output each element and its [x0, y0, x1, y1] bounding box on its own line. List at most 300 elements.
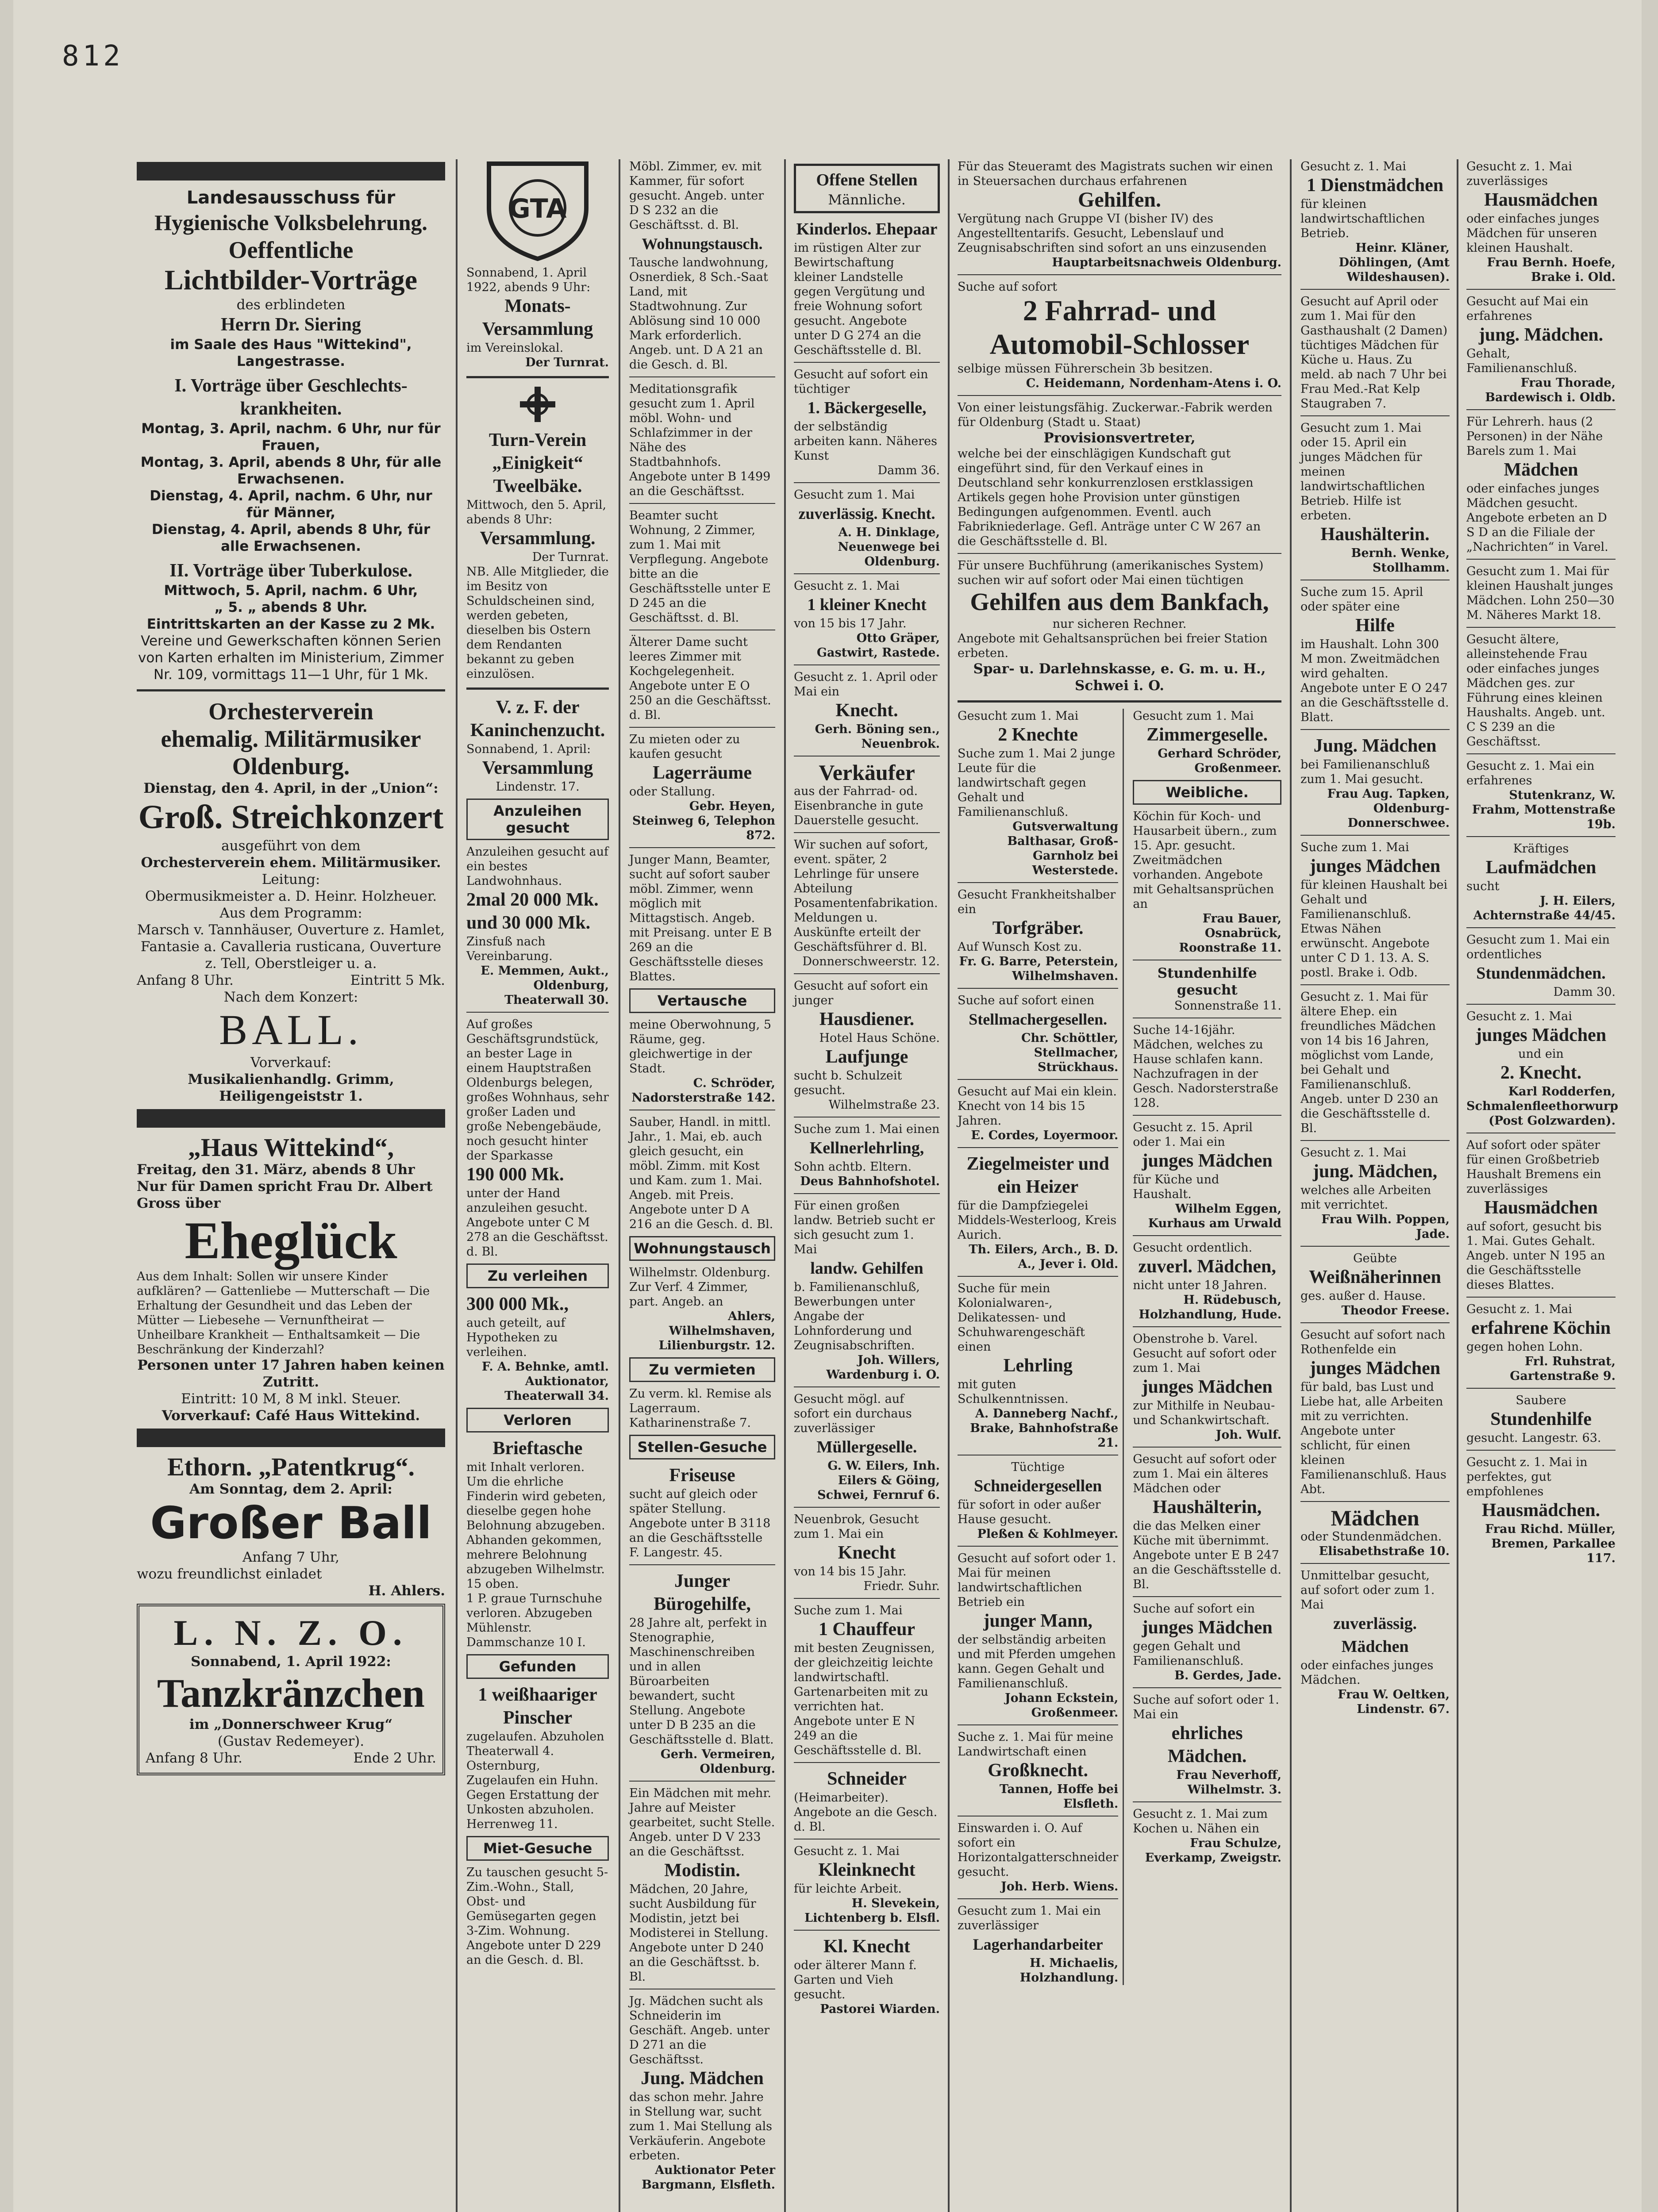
- ad-text: Gesucht z. 1. Mai in perfektes, gut empfohlenes: [1466, 1455, 1588, 1498]
- column-divider: [1290, 159, 1292, 2212]
- ad-text: meine Oberwohnung, 5 Räume, geg. gleichwertige in der Stadt.: [629, 1018, 772, 1075]
- lnzo-title: L. N. Z. O.: [173, 1613, 408, 1653]
- gta-headline: Monats-Versammlung: [482, 296, 593, 339]
- ad-text: Zu mieten oder zu kaufen gesucht: [629, 733, 740, 761]
- ad-text: selbige müssen Führerschein 3b besitzen.: [958, 362, 1213, 376]
- rule: [1133, 1687, 1281, 1688]
- ad-sign: Frau Wilh. Poppen, Jade.: [1321, 1213, 1450, 1241]
- ad-sign: Spar- u. Darlehnskasse, e. G. m. u. H., Schwei i. O.: [973, 661, 1266, 694]
- rule: [1300, 289, 1450, 290]
- turn-date: Mittwoch, den 5. April, abends 8 Uhr:: [466, 498, 607, 526]
- patentkrug-ad: [137, 1453, 445, 1599]
- ad-text: Gesucht zum 1. Mai: [958, 709, 1079, 723]
- ad-headline: Kinderlos. Ehepaar: [796, 220, 938, 238]
- ad-text: nur sicheren Rechner.: [1052, 617, 1187, 631]
- ad-text: Gesucht zum 1. Mai: [794, 488, 915, 502]
- rule: [794, 1762, 940, 1763]
- ad-text: gegen hohen Lohn.: [1466, 1340, 1583, 1354]
- hyg-line6: „ 5. „ abends 8 Uhr.: [214, 599, 368, 615]
- ad-text: gesucht. Langestr. 63.: [1466, 1431, 1601, 1445]
- ad-text: Für unsere Buchführung (amerikanisches System) suchen wir auf sofort oder Mai einen tüchtigen: [958, 559, 1264, 587]
- ad-text: Suche z. 1. Mai für meine Landwirtschaft einen: [958, 1730, 1114, 1759]
- ad-text: für kleinen Haushalt bei Gehalt und Familienanschluß. Etwas Nähen erwünscht. Angebote unter C D 1. 13. A. S. postl. Brake i. Odb.: [1300, 878, 1448, 979]
- ad-text: (Heimarbeiter). Angebote an die Gesch. d. Bl.: [794, 1791, 938, 1834]
- section-offene-stellen: [794, 164, 940, 213]
- ad-text: oder Stundenmädchen.: [1300, 1530, 1442, 1544]
- rule: [1466, 409, 1616, 410]
- ad-text: Meditationsgrafik gesucht zum 1. April möbl. Wohn- und Schlafzimmer in der Nähe des Stadtbahnhofs. Angebote unter B 1499 an die Geschäftsst.: [629, 382, 771, 498]
- ad-headline: Ziegelmeister und ein Heizer: [966, 1154, 1109, 1197]
- orch-headline: Groß. Streichkonzert: [138, 799, 444, 836]
- rule: [958, 1546, 1118, 1547]
- verl2-headline: Brieftasche: [492, 1438, 583, 1459]
- ad-headline: Hausdiener.: [819, 1009, 915, 1029]
- ad-text: Gesucht Frankheitshalber ein: [958, 888, 1116, 916]
- ad-sign: Frau Thorade, Bardewisch i. Oldb.: [1485, 376, 1616, 404]
- ad-text: der selbständig arbeiten kann. Näheres Kunst: [794, 420, 937, 463]
- ad-sign: Johann Eckstein, Großenmeer.: [1004, 1691, 1119, 1720]
- eth-title: Ethorn. „Patentkrug“.: [167, 1452, 415, 1481]
- ad-sign: C. Heidemann, Nordenham-Atens i. O.: [1026, 376, 1281, 390]
- orch-pre: Vorverkauf:: [250, 1055, 331, 1071]
- eth-sign: H. Ahlers.: [368, 1583, 445, 1599]
- rule: [1133, 1596, 1281, 1597]
- verl2-text3: 1 P. graue Turnschuhe verloren. Abzugeben Mühlenstr. Dammschanze 10 I.: [466, 1592, 602, 1649]
- ad-text: oder einfaches junges Mädchen gesucht. Angebote erbeten an D S D an die Filiale der „Nachrichten“ in Varel.: [1466, 482, 1608, 554]
- ad-text: Angebote mit Gehaltsansprüchen bei freier Station erbeten.: [958, 632, 1268, 660]
- ad-headline: Zimmergeselle.: [1146, 725, 1268, 745]
- rule: [794, 832, 940, 833]
- ad-text: Einswarden i. O. Auf sofort ein Horizontalgatterschneider gesucht.: [958, 1821, 1119, 1879]
- ad-text: Suche 14-16jähr. Mädchen, welches zu Hause schlafen kann. Nachzufragen in der Gesch. Nadorsterstraße 128.: [1133, 1023, 1278, 1110]
- ad-sign: H. Michaelis, Holzhandlung.: [1019, 1956, 1119, 1985]
- ad-sign: Gebr. Heyen, Steinweg 6, Telephon 872.: [632, 799, 775, 842]
- ad-sign: H. Rüdebusch, Holzhandlung, Hude.: [1139, 1293, 1281, 1321]
- ad-text: Sauber, Handl. in mittl. Jahr., 1. Mai, eb. auch gleich gesucht, ein möbl. Zimm. mit Kost und Kam. zum 1. Mai. Angeb. mit Preis. Angebote unter D A 216 an die Gesch. d. Bl.: [629, 1115, 773, 1231]
- anl-amount2: 190 000 Mk.: [466, 1164, 564, 1185]
- ad-text: Jg. Mädchen sucht als Schneiderin im Geschäft. Angeb. unter D 271 an die Geschäftsst.: [629, 1994, 770, 2066]
- rule: [958, 1079, 1118, 1080]
- ad-text: Gesucht z. 1. Mai ein erfahrenes: [1466, 759, 1595, 787]
- ad-text: Gesucht zum 1. Mai ein ordentliches: [1466, 933, 1610, 961]
- ad-headline: ehrliches Mädchen.: [1167, 1723, 1247, 1767]
- verl-amount: 300 000 Mk.,: [466, 1294, 569, 1314]
- ad-headline: Wohnungstausch.: [642, 235, 763, 253]
- orch-lead: Leitung:: [262, 872, 320, 887]
- ad-text: nicht unter 18 Jahren.: [1133, 1279, 1267, 1292]
- rule: [1300, 1246, 1450, 1247]
- rule: [958, 1898, 1118, 1899]
- rule: [1133, 1326, 1281, 1327]
- ad-headline: 1 Chauffeur: [818, 1619, 916, 1640]
- hyg-head2: Lichtbilder-Vorträge: [164, 264, 418, 296]
- anl-sign: E. Memmen, Aukt., Oldenburg, Theaterwall 30.: [481, 964, 609, 1007]
- rule: [629, 503, 775, 504]
- ad-headline: Schneider: [827, 1769, 907, 1789]
- ad-headline: Stellmachergesellen.: [969, 1010, 1108, 1028]
- ad-headline: Gehilfen.: [1078, 188, 1161, 211]
- rule: [1466, 927, 1616, 928]
- lnzo-date: Sonnabend, 1. April 1922:: [191, 1654, 391, 1670]
- ad-sign: A. H. Dinklage, Neuenwege bei Oldenburg.: [838, 526, 940, 568]
- ad-sign: H. Slevekein, Lichtenberg b. Elsfl.: [804, 1897, 940, 1925]
- col5-left: [958, 709, 1124, 1985]
- ad-separator-bar: [137, 1429, 445, 1447]
- ad-sign: Chr. Schöttler, Stellmacher, Strückhaus.: [1021, 1031, 1119, 1074]
- ad-text: Sohn achtb. Eltern.: [794, 1160, 912, 1174]
- rule: [1300, 1322, 1450, 1323]
- ad-headline: zuverlässig. Knecht.: [798, 505, 935, 522]
- ad-text: gegen Gehalt und Familienanschluß.: [1133, 1640, 1244, 1668]
- ad-text: Gesucht auf sofort nach Rothenfelde ein: [1300, 1328, 1446, 1356]
- rule: [958, 553, 1281, 554]
- ad-text: Gesucht z. 1. Mai zuverlässiges: [1466, 160, 1572, 188]
- rule: [629, 376, 775, 377]
- ad-text: Gesucht zum 1. Mai: [1133, 709, 1254, 723]
- ad-headline: jung. Mädchen.: [1478, 325, 1604, 345]
- column-5: [951, 159, 1288, 2212]
- rule: [794, 756, 940, 757]
- rule: [1466, 753, 1616, 754]
- gef-headline: 1 weißhaariger Pinscher: [478, 1685, 597, 1728]
- hyg-section1: I. Vorträge über Geschlechts-krankheiten.: [174, 376, 408, 419]
- ad-text: Tausche landwohnung, Osnerdiek, 8 Sch.-Saat Land, mit Stadtwohnung. Zur Ablösung sind 10 000 Mark erforderlich. Angeb. unt. D A 21 an die Gesch. d. Bl.: [629, 256, 769, 372]
- ad-separator-bar: [137, 162, 445, 180]
- turn-meeting: Versammlung.: [480, 528, 596, 549]
- ad-sign: J. H. Eilers, Achternstraße 44/45.: [1473, 894, 1616, 922]
- ad-sign: Frau W. Oeltken, Lindenstr. 67.: [1338, 1688, 1450, 1716]
- rule: [958, 882, 1118, 883]
- ad-text: Auf Wunsch Kost zu.: [958, 940, 1082, 954]
- rule: [466, 376, 609, 378]
- hyg-line8: Vereine und Gewerkschaften können Serien von Karten erhalten im Ministerium, Zimmer Nr. 109, vormittags 11—1 Uhr, für 1 Mk.: [138, 633, 444, 683]
- ad-sign: Joh. Herb. Wiens.: [1000, 1880, 1119, 1893]
- ad-sign: Bernh. Wenke, Stollhamm.: [1351, 546, 1450, 575]
- section-gefunden: Gefunden: [466, 1654, 609, 1679]
- ad-text: sucht: [1466, 879, 1500, 893]
- ad-text: Suche zum 1. Mai einen: [794, 1122, 940, 1136]
- rule: [629, 847, 775, 848]
- section-verloren: Verloren: [466, 1408, 609, 1432]
- ad-headline: junges Mädchen: [1142, 1377, 1273, 1397]
- page-number: 812: [62, 40, 124, 73]
- ad-text: aus der Fahrrad- od. Eisenbranche in gute Dauerstelle gesucht.: [794, 784, 923, 827]
- ad-headline: Müllergeselle.: [816, 1438, 917, 1456]
- rule: [794, 1598, 940, 1599]
- ad-text: sucht b. Schulzeit gesucht.: [794, 1069, 902, 1097]
- ad-text: Beamter sucht Wohnung, 2 Zimmer, zum 1. Mai mit Verpflegung. Angebote bitte an die Geschäftsstelle unter E D 245 an die Geschäftsst. d. Bl.: [629, 509, 771, 625]
- rule: [1133, 1801, 1281, 1802]
- orch-prog: Aus dem Programm:: [219, 905, 362, 921]
- hyg-by: des erblindeten: [236, 297, 346, 313]
- gta-shield-logo: [482, 159, 593, 261]
- column-4: [788, 159, 946, 2212]
- ad-headline: Schneidergesellen: [974, 1477, 1102, 1495]
- ad-text: mit guten Schulkenntnissen.: [958, 1378, 1069, 1406]
- turn-nb: NB. Alle Mitglieder, die im Besitz von Schuldscheinen sind, werden gebeten, dieselben bis Ostern dem Rendanten bekannt zu geben einzulösen.: [466, 565, 609, 681]
- kan-meeting: Versammlung: [482, 758, 593, 778]
- ad-text: Suche auf sofort einen: [958, 994, 1095, 1007]
- ad-sign: Fr. G. Barre, Peterstein, Wilhelmshaven.: [959, 955, 1119, 983]
- hyg-line7: Eintrittskarten an der Kasse zu 2 Mk.: [146, 616, 435, 632]
- gef-text2: Osternburg, Zugelaufen ein Huhn. Gegen Erstattung der Unkosten abzuholen. Herrenweg 11.: [466, 1759, 599, 1831]
- ad-text: Gesucht z. 15. April oder 1. Mai ein: [1133, 1121, 1253, 1149]
- ad-text: Zu verm. kl. Remise als Lagerraum. Katharinenstraße 7.: [629, 1387, 772, 1430]
- ad-headline: Gehilfen aus dem Bankfach,: [970, 588, 1269, 616]
- ad-text: oder älterer Mann f. Garten und Vieh gesucht.: [794, 1959, 917, 2001]
- ad-text: Suche zum 1. Mai: [1300, 841, 1409, 854]
- orch-title1: Orchesterverein: [208, 698, 373, 725]
- ad-text: Gesucht z. 1. Mai: [1300, 160, 1406, 173]
- ad-text: Suche auf sofort ein: [1133, 1602, 1255, 1616]
- ad-headline: 2 Knechte: [998, 725, 1078, 745]
- hyg-section2: II. Vorträge über Tuberkulose.: [169, 561, 412, 581]
- rule: [1466, 1450, 1616, 1451]
- ad-sign: B. Gerdes, Jade.: [1174, 1669, 1281, 1682]
- lnzo-host: (Gustav Redemeyer).: [217, 1733, 365, 1749]
- ad-headline: Knecht: [838, 1543, 896, 1563]
- ad-text: b. Familienanschluß, Bewerbungen unter Angabe der Lohnforderung und Zeugnisabschriften.: [794, 1280, 920, 1352]
- ad-text: auf sofort, gesucht bis 1. Mai. Gutes Gehalt. Angeb. unter N 195 an die Geschäftsstelle dieses Blattes.: [1466, 1220, 1605, 1292]
- ad-sign: Ahlers, Wilhelmshaven, Lilienburgstr. 12.: [658, 1310, 775, 1352]
- ad-text: Suche für mein Kolonialwaren-, Delikatessen- und Schuhwarengeschäft einen: [958, 1282, 1085, 1354]
- hyg-line1: Montag, 3. April, nachm. 6 Uhr, nur für Frauen,: [141, 421, 441, 453]
- ad-text: Ein Mädchen mit mehr. Jahre auf Meister gearbeitet, sucht Stelle. Angeb. unter D V 233 an die Geschäftsst.: [629, 1786, 775, 1859]
- ad-text: Gesucht z. 1. April oder Mai ein: [794, 670, 938, 699]
- hyg-line4: Dienstag, 4. April, abends 8 Uhr, für alle Erwachsenen.: [151, 522, 431, 554]
- witt-speaks: Nur für Damen spricht Frau Dr. Albert Gross über: [137, 1179, 433, 1211]
- ad-text: bei Familienanschluß zum 1. Mai gesucht.: [1300, 758, 1430, 786]
- ad-text: Unmittelbar gesucht, auf sofort oder zum 1. Mai: [1300, 1569, 1435, 1612]
- orch-times: [137, 972, 445, 989]
- ad-sign: Gutsverwaltung Balthasar, Groß-Garnholz bei Westerstede.: [1007, 820, 1119, 877]
- ad-sign: Frau Aug. Tapken, Oldenburg-Donnerschwee.: [1327, 787, 1450, 830]
- lnzo-start: Anfang 8 Uhr.: [146, 1750, 242, 1766]
- ad-headline: Provisionsvertreter,: [1043, 430, 1196, 446]
- ad-sign: A. Danneberg Nachf., Brake, Bahnhofstraße 21.: [970, 1407, 1119, 1450]
- rule: [1300, 729, 1450, 730]
- ad-text: Für einen großen landw. Betrieb sucht er sich gesucht zum 1. Mai: [794, 1199, 935, 1256]
- ad-text: Suche zum 1. Mai: [794, 1604, 903, 1617]
- ad-text: für bald, bas Lust und Liebe hat, alle Arbeiten mit zu verrichten. Angebote unter schlicht, für einen kleinen Familienanschluß. Haus Abt.: [1300, 1380, 1446, 1496]
- ad-sign: Hotel Haus Schöne.: [819, 1031, 940, 1045]
- rule: [1300, 1501, 1450, 1502]
- ad-text: ges. außer d. Hause.: [1300, 1289, 1426, 1303]
- lnzo-headline: Tanzkränzchen: [157, 1671, 425, 1716]
- ad-headline: Lehrling: [1003, 1356, 1073, 1376]
- ad-headline: Mädchen: [1504, 460, 1578, 480]
- anl-text: Anzuleihen gesucht auf ein bestes Landwohnhaus.: [466, 845, 609, 888]
- ad-sign: C. Schröder, Nadorsterstraße 142.: [631, 1076, 775, 1105]
- orch-leader: Obermusikmeister a. D. Heinr. Holzheuer.: [145, 888, 437, 904]
- rule: [958, 700, 1281, 703]
- ad-headline: Haushälterin.: [1320, 524, 1430, 545]
- lnzo-ad: [137, 1604, 445, 1775]
- rule: [794, 1117, 940, 1118]
- ad-headline: Stundenmädchen.: [1476, 964, 1606, 983]
- ad-text: Möbl. Zimmer, ev. mit Kammer, für sofort gesucht. Angeb. unter D S 232 an die Geschäftsst. d. Bl.: [629, 160, 764, 232]
- rule: [1133, 1115, 1281, 1116]
- ad-text: Gesucht auf April oder zum 1. Mai für den Gasthaushalt (2 Damen) tüchtiges Mädchen für Küche u. Haus. Zu meld. ab nach 7 Uhr bei Frau Med.-Rat Kelp Staugraben 7.: [1300, 295, 1448, 411]
- ad-headline: Lagerhandarbeiter: [973, 1936, 1103, 1953]
- ad-sign: Frau Schulze, Everkamp, Zweigstr.: [1145, 1836, 1281, 1865]
- ad-text: Gesucht z. 1. Mai zum Kochen u. Nähen ein: [1133, 1807, 1268, 1836]
- witt-price: Eintritt: 10 M, 8 M inkl. Steuer.: [181, 1391, 401, 1407]
- orch-start: Anfang 8 Uhr.: [137, 972, 234, 988]
- ad-headline: Laufmädchen: [1485, 857, 1596, 878]
- kan-date: Sonnabend, 1. April:: [466, 742, 591, 756]
- ad-text: Vergütung nach Gruppe VI (bisher IV) des Angestelltentarifs. Gesucht, Lebenslauf und Zeugnisabschriften sind sofort an uns einzusenden: [958, 212, 1267, 255]
- ad-text: Für das Steueramt des Magistrats suchen wir einen in Steuersachen durchaus erfahrenen: [958, 160, 1273, 188]
- ad-text: Köchin für Koch- und Hausarbeit übern., zum 15. Apr. gesucht. Zweitmädchen vorhanden. Angebote mit Gehaltsansprüchen an: [1133, 810, 1277, 911]
- ad-text: für Küche und Haushalt.: [1133, 1173, 1219, 1201]
- ad-text: Gesucht auf sofort oder zum 1. Mai ein älteres Mädchen oder: [1133, 1452, 1277, 1495]
- ad-headline: 1 Dienstmädchen: [1306, 175, 1444, 196]
- ad-text: und ein: [1518, 1047, 1564, 1061]
- ad-text: von 14 bis 15 Jahr.: [794, 1565, 907, 1578]
- ad-text: Von einer leistungsfähig. Zuckerwar.-Fabrik werden für Oldenburg (Stadt u. Staat): [958, 401, 1273, 429]
- hyg-title2: Hygienische Volksbelehrung.: [154, 210, 427, 235]
- witt-headline: Eheglück: [185, 1211, 397, 1270]
- ad-sign: Th. Eilers, Arch., B. D. A., Jever i. Old.: [969, 1243, 1119, 1271]
- gta-date: Sonnabend, 1. April 1922, abends 9 Uhr:: [466, 266, 591, 294]
- hyg-line2: Montag, 3. April, abends 8 Uhr, für alle Erwachsenen.: [140, 454, 442, 487]
- ad-text: Älterer Dame sucht leeres Zimmer mit Kochgelegenheit. Angebote unter E O 250 an die Geschäftsst. d. Bl.: [629, 635, 771, 722]
- ad-text: mit besten Zeugnissen, der gleichzeitig leichte landwirtschaftl. Gartenarbeiten mit zu verrichten hat. Angebote unter E N 249 an die Geschäftsstelle d. Bl.: [794, 1641, 935, 1757]
- turner-cross-icon: [518, 384, 558, 424]
- ad-headline: jung. Mädchen,: [1312, 1161, 1438, 1182]
- column-1: [131, 159, 451, 2212]
- rule: [794, 482, 940, 483]
- orch-prog2: Marsch v. Tannhäuser, Ouverture z. Hamlet, Fantasie a. Cavalleria rusticana, Ouverture z. Tell, Oberstleiger u. a.: [137, 922, 445, 972]
- ad-sign: Deus Bahnhofshotel.: [800, 1175, 940, 1188]
- rule: [794, 973, 940, 974]
- ad-text: die das Melken einer Küche mit übernimmt. Angebote unter E B 247 an die Geschäftsstelle d. Bl.: [1133, 1519, 1281, 1591]
- ad-headline: Knecht.: [835, 700, 898, 721]
- ad-headline: 1 kleiner Knecht: [807, 595, 927, 614]
- ad-headline: Torfgräber.: [992, 918, 1084, 938]
- section-stellen-gesuche: Stellen-Gesuche: [629, 1435, 775, 1459]
- ad-sign: Elisabethstraße 10.: [1319, 1544, 1450, 1558]
- ad-text: im Haushalt. Lohn 300 M mon. Zweitmädchen wird gehalten. Angebote unter E O 247 an die Geschäftsstelle d. Blatt.: [1300, 637, 1449, 724]
- witt-presale: Vorverkauf: Café Haus Wittekind.: [162, 1408, 420, 1424]
- ad-sign: Pleßen & Kohlmeyer.: [977, 1527, 1119, 1541]
- column-2: [460, 159, 615, 2212]
- ad-text: Gesucht zum 1. Mai ein zuverlässiger: [958, 1904, 1101, 1932]
- ad-text: welches alle Arbeiten mit verrichtet.: [1300, 1183, 1431, 1212]
- gta-sign: Der Turnrat.: [525, 356, 609, 369]
- ad-sign: Pastorei Wiarden.: [820, 2002, 940, 2016]
- rule: [794, 1507, 940, 1508]
- rule: [137, 689, 445, 691]
- rule: [958, 1147, 1118, 1148]
- hyg-place: im Saale des Haus "Wittekind", Langestrasse.: [170, 337, 412, 369]
- rule: [1300, 415, 1450, 416]
- ad-text: Gesucht ältere, alleinstehende Frau oder einfaches junges Mädchen ges. zur Führung eines kleinen Haushalts. Angeb. unt. C S 239 an die Geschäftsst.: [1466, 633, 1605, 749]
- ad-text: Suche auf sofort oder 1. Mai ein: [1133, 1693, 1279, 1721]
- column-divider: [948, 159, 950, 2212]
- ad-text: Gesucht auf Mai ein erfahrenes: [1466, 295, 1589, 323]
- ad-text: Mädchen, 20 Jahre, sucht Ausbildung für Modistin, jetzt bei Modisterei in Stellung. Angebote unter D 240 an die Geschäftsst. b. Bl.: [629, 1882, 769, 1984]
- ad-text: Sonnenstraße 11.: [1174, 999, 1281, 1013]
- section-verleihen: Zu verleihen: [466, 1263, 609, 1288]
- ad-text: Neuenbrok, Gesucht zum 1. Mai ein: [794, 1513, 919, 1541]
- orch-title3: Oldenburg.: [232, 753, 350, 780]
- section-wohnungstausch: Wohnungstausch: [629, 1236, 775, 1261]
- section-anleihen: Anzuleihen gesucht: [466, 799, 609, 840]
- ad-headline: Jung. Mädchen: [641, 2068, 764, 2089]
- ad-headline: Kleinknecht: [818, 1860, 916, 1880]
- orch-date: Dienstag, den 4. April, in der „Union“:: [143, 780, 439, 796]
- ad-sign: Frau Richd. Müller, Bremen, Parkallee 117.: [1485, 1522, 1616, 1565]
- gef-text: zugelaufen. Abzuholen Theaterwall 4.: [466, 1730, 604, 1758]
- ad-text: Obenstrohe b. Varel. Gesucht auf sofort oder zum 1. Mai: [1133, 1332, 1277, 1375]
- ad-sign: Donnerschweerstr. 12.: [802, 955, 940, 968]
- ad-text: der selbständig arbeiten und mit Pferden umgehen kann. Gegen Gehalt und Familienanschluß.: [958, 1633, 1116, 1690]
- ad-text: Geübte: [1353, 1252, 1397, 1265]
- ad-text: Suche zum 1. Mai 2 junge Leute für die landwirtschaft gegen Gehalt und Familienanschluß.: [958, 747, 1116, 819]
- rule: [629, 727, 775, 728]
- kaninchen-ad: [466, 696, 609, 794]
- rule: [958, 988, 1118, 989]
- ad-text: Kräftiges: [1513, 842, 1569, 856]
- gta-ad: [466, 265, 609, 370]
- eth-invite: wozu freundlichst einladet: [137, 1566, 322, 1582]
- orchestra-ad: [137, 698, 445, 1105]
- ad-text: Wilhelmstr. Oldenburg. Zur Verf. 4 Zimmer, part. Angeb. an: [629, 1266, 770, 1309]
- eth-start: Anfang 7 Uhr,: [242, 1549, 339, 1565]
- ad-text: Gesucht z. 1. Mai: [794, 1844, 900, 1858]
- ad-text: Gesucht z. 1. Mai: [794, 579, 900, 593]
- ad-text: zur Mithilfe in Neubau- und Schankwirtschaft.: [1133, 1399, 1275, 1427]
- ad-headline: Modistin.: [664, 1860, 740, 1881]
- ad-sign: Gerh. Vermeiren, Oldenburg.: [660, 1747, 775, 1776]
- ad-text: Gesucht auf sofort oder 1. Mai für meinen landwirtschaftlichen Betrieb ein: [958, 1551, 1116, 1609]
- turn-headline: Turn-Verein „Einigkeit“ Tweelbäke.: [489, 430, 587, 496]
- rule: [1466, 1004, 1616, 1005]
- rule: [1300, 984, 1450, 985]
- witt-minors: Personen unter 17 Jahren haben keinen Zutritt.: [137, 1357, 445, 1390]
- ad-sign: Gerhard Schröder, Großenmeer.: [1158, 747, 1281, 775]
- ad-sign: Damm 36.: [877, 464, 940, 477]
- rule: [629, 1781, 775, 1782]
- ad-headline: Junger Bürogehilfe,: [654, 1571, 751, 1614]
- rule: [958, 395, 1281, 396]
- verl-sign: F. A. Behnke, amtl. Auktionator, Theaterwall 34.: [481, 1360, 609, 1403]
- anl-text3: Auf großes Geschäftsgrundstück, an bester Lage in einem Hauptstraßen Oldenburgs belegen, großes Wohnhaus, sehr großer Laden und große Nebengebäude, noch gesucht hinter der Sparkasse: [466, 1018, 609, 1163]
- orch-by2: Orchesterverein ehem. Militärmusiker.: [141, 855, 441, 871]
- ad-text: Saubere: [1516, 1394, 1566, 1407]
- ad-sign: Joh. Willers, Wardenburg i. O.: [826, 1353, 940, 1382]
- ad-text: Tüchtige: [1011, 1460, 1065, 1474]
- ad-sign: Tannen, Hoffe bei Elsfleth.: [999, 1782, 1119, 1811]
- rule: [1466, 1297, 1616, 1298]
- ad-text: Gesucht auf sofort ein junger: [794, 979, 928, 1007]
- ad-sign: Damm 30.: [1553, 985, 1616, 999]
- ad-headline: 2 Fahrrad- und Automobil-Schlosser: [989, 295, 1250, 361]
- rule: [466, 1012, 609, 1013]
- ad-text: welche bei der einschlägigen Kundschaft gut eingeführt sind, für den Verkauf eines in Deutschland sehr konkurrenzlosen erstklassigen Artikels gegen hohe Provision unter günstigen Bedingungen aufgenommen. Eventl. auch Fabrikniederlage. Gefl. Anträge unter C W 267 an die Geschäftsstelle d. Bl.: [958, 447, 1261, 548]
- rule: [629, 1564, 775, 1565]
- turn-sign: Der Turnrat.: [532, 550, 609, 564]
- ad-headline: junges Mädchen: [1309, 1358, 1441, 1379]
- miet-text: Zu tauschen gesucht 5-Zim.-Wohn., Stall, Obst- und Gemüsegarten gegen 3-Zim. Wohnung. Angebote unter D 229 an die Gesch. d. Bl.: [466, 1866, 608, 1967]
- hyg-head1: Oeffentliche: [228, 237, 354, 263]
- ad-sign: Joh. Wulf.: [1216, 1428, 1281, 1442]
- ad-headline: Friseuse: [669, 1465, 735, 1486]
- ad-text: Gesucht ordentlich.: [1133, 1241, 1253, 1255]
- ad-headline: Hilfe: [1355, 615, 1395, 636]
